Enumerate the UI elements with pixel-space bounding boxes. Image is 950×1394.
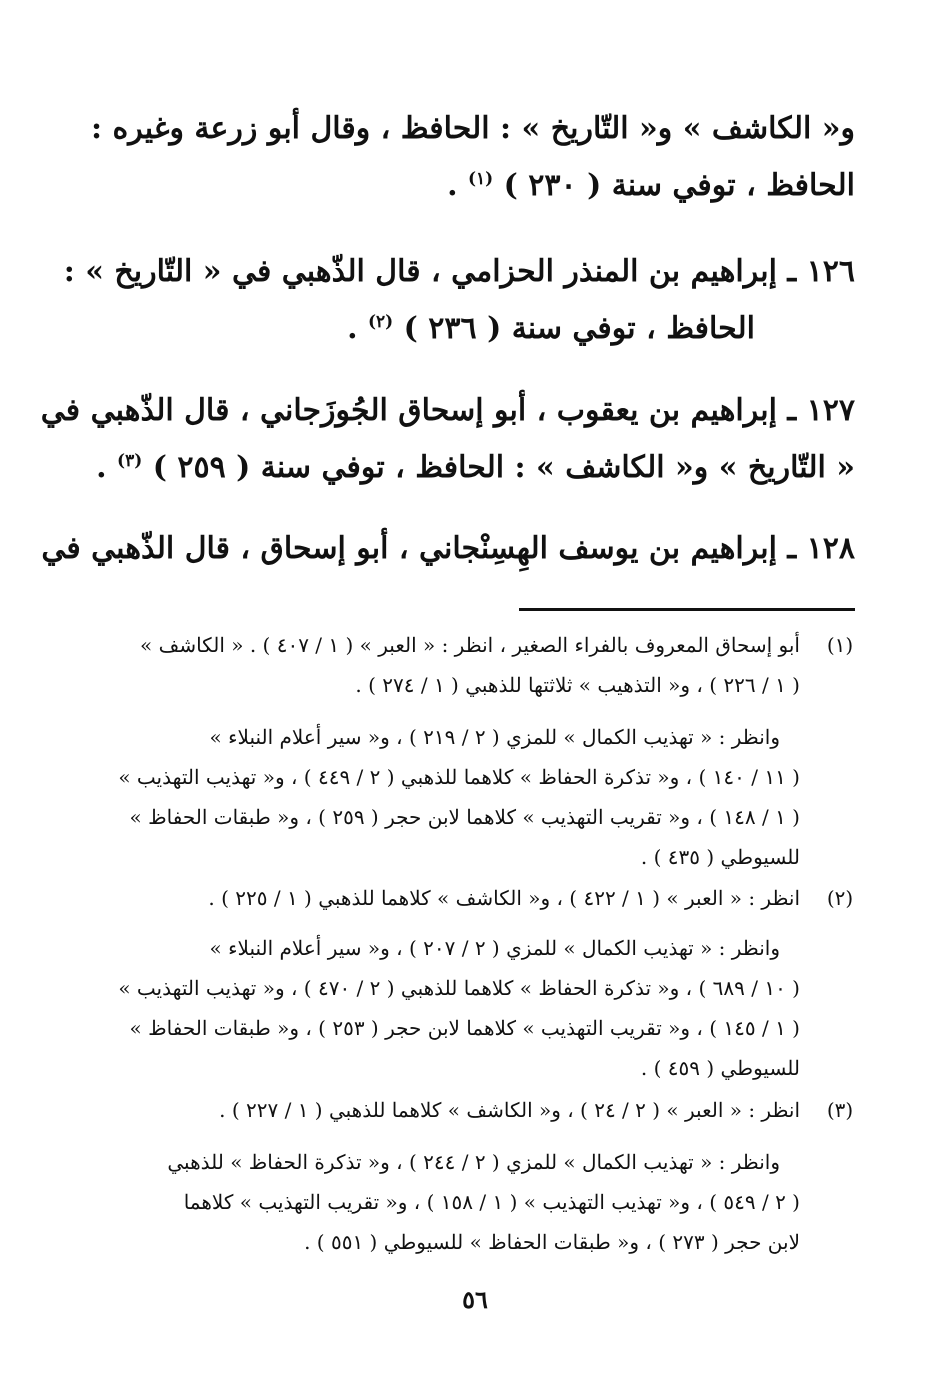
footnote-body <box>100 717 800 877</box>
entry-line-last <box>96 439 855 496</box>
footnote-line: ( ١١ / ١٤٠ ) ، و« تذكرة الحفاظ » كلاهما للذهبي ( ٢ / ٤٤٩ ) ، و« تهذيب التهذيب » <box>118 765 800 789</box>
entry-127 <box>40 382 855 496</box>
entry-126 <box>63 243 855 357</box>
footnote-number: (١) <box>826 633 854 657</box>
footnote-2-extra <box>100 928 860 1088</box>
page-number: ٥٦ <box>462 1285 488 1314</box>
entry-number: ١٢٨ ـ <box>787 531 855 566</box>
footnote-body <box>100 625 800 705</box>
footnote-1-extra <box>100 717 860 877</box>
footnote-reference[interactable]: (٣) <box>117 451 143 471</box>
footnote-2 <box>100 878 860 918</box>
footnote-line: لابن حجر ( ٢٧٣ ) ، و« طبقات الحفاظ » للسيوطي ( ٥٥١ ) . <box>304 1230 800 1254</box>
footnote-divider <box>519 608 855 611</box>
footnote-line: وانظر : « تهذيب الكمال » للمزي ( ٢ / ٢١٩ ) ، و« سير أعلام النبلاء » <box>209 725 780 749</box>
footnote-body <box>100 878 800 918</box>
footnote-line: ( ١ / ٢٢٦ ) ، و« التذهيب » ثلاثتها للذهبي ( ١ / ٢٧٤ ) . <box>355 673 800 697</box>
footnote-reference[interactable]: (١) <box>467 169 494 189</box>
entry-text: إبراهيم بن المنذر الحزامي ، قال الذّهبي في « التّاريخ » : <box>63 254 777 289</box>
entry-128 <box>41 520 855 577</box>
entry-line <box>63 243 855 300</box>
footnote-line: ( ٢ / ٥٤٩ ) ، و« تهذيب التهذيب » ( ١ / ١٥٨ ) ، و« تقريب التهذيب » كلاهما <box>183 1190 800 1214</box>
entry-text: الحافظ ، توفي سنة ( ٢٣٦ ) <box>403 311 755 346</box>
entry-line: و« الكاشف » و« التّاريخ » : الحافظ ، وقال أبو زرعة وغيره : <box>90 111 855 146</box>
entry-line-last <box>100 157 855 214</box>
entry-line <box>41 520 855 577</box>
footnote-block <box>100 625 860 705</box>
footnote-body <box>100 1142 800 1262</box>
footnote-line: للسيوطي ( ٤٣٥ ) . <box>640 845 800 869</box>
entry-line-last <box>100 300 855 357</box>
footnote-block <box>100 1090 860 1130</box>
entry-line <box>40 382 855 439</box>
footnote-line: ( ١ / ١٤٥ ) ، و« تقريب التهذيب » كلاهما لابن حجر ( ٢٥٣ ) ، و« طبقات الحفاظ » <box>129 1016 800 1040</box>
footnote-line: أبو إسحاق المعروف بالفراء الصغير ، انظر : « العبر » ( ١ / ٤٠٧ ) . « الكاشف » <box>140 633 800 657</box>
footnote-block <box>100 878 860 918</box>
footnote-3 <box>100 1090 860 1130</box>
footnote-line: انظر : « العبر » ( ٢ / ٢٤ ) ، و« الكاشف » كلاهما للذهبي ( ١ / ٢٢٧ ) . <box>219 1098 800 1122</box>
entry-text: إبراهيم بن يعقوب ، أبو إسحاق الجُوزَجاني ، قال الذّهبي في <box>40 393 777 428</box>
footnote-body <box>100 928 800 1088</box>
footnote-1 <box>100 625 860 705</box>
footnote-line: للسيوطي ( ٤٥٩ ) . <box>640 1056 800 1080</box>
entry-tail: . <box>347 311 368 346</box>
entry-text: الحافظ ، توفي سنة ( ٢٣٠ ) <box>503 168 855 203</box>
entry-continuation <box>90 100 855 214</box>
entry-tail: . <box>447 168 468 203</box>
footnote-number: (٢) <box>826 886 854 910</box>
entry-number: ١٢٧ ـ <box>787 393 855 428</box>
entry-text: « التّاريخ » و« الكاشف » : الحافظ ، توفي سنة ( ٢٥٩ ) <box>152 450 855 485</box>
footnote-number: (٣) <box>826 1098 854 1122</box>
footnote-reference[interactable]: (٢) <box>367 312 394 332</box>
footnote-line: وانظر : « تهذيب الكمال » للمزي ( ٢ / ٢٤٤ ) ، و« تذكرة الحفاظ » للذهبي <box>167 1150 780 1174</box>
footnote-line: وانظر : « تهذيب الكمال » للمزي ( ٢ / ٢٠٧ ) ، و« سير أعلام النبلاء » <box>209 936 780 960</box>
footnote-line: ( ١ / ١٤٨ ) ، و« تقريب التهذيب » كلاهما لابن حجر ( ٢٥٩ ) ، و« طبقات الحفاظ » <box>129 805 800 829</box>
entry-tail: . <box>96 450 118 485</box>
entry-text: إبراهيم بن يوسف الهِسِنْجاني ، أبو إسحاق ، قال الذّهبي في <box>41 531 777 566</box>
footnote-3-extra <box>100 1142 860 1262</box>
footnote-body <box>100 1090 800 1130</box>
footnote-line: انظر : « العبر » ( ١ / ٤٢٢ ) ، و« الكاشف » كلاهما للذهبي ( ١ / ٢٢٥ ) . <box>208 886 800 910</box>
footnote-line: ( ١٠ / ٦٨٩ ) ، و« تذكرة الحفاظ » كلاهما للذهبي ( ٢ / ٤٧٠ ) ، و« تهذيب التهذيب » <box>118 976 800 1000</box>
entry-number: ١٢٦ ـ <box>787 254 855 289</box>
